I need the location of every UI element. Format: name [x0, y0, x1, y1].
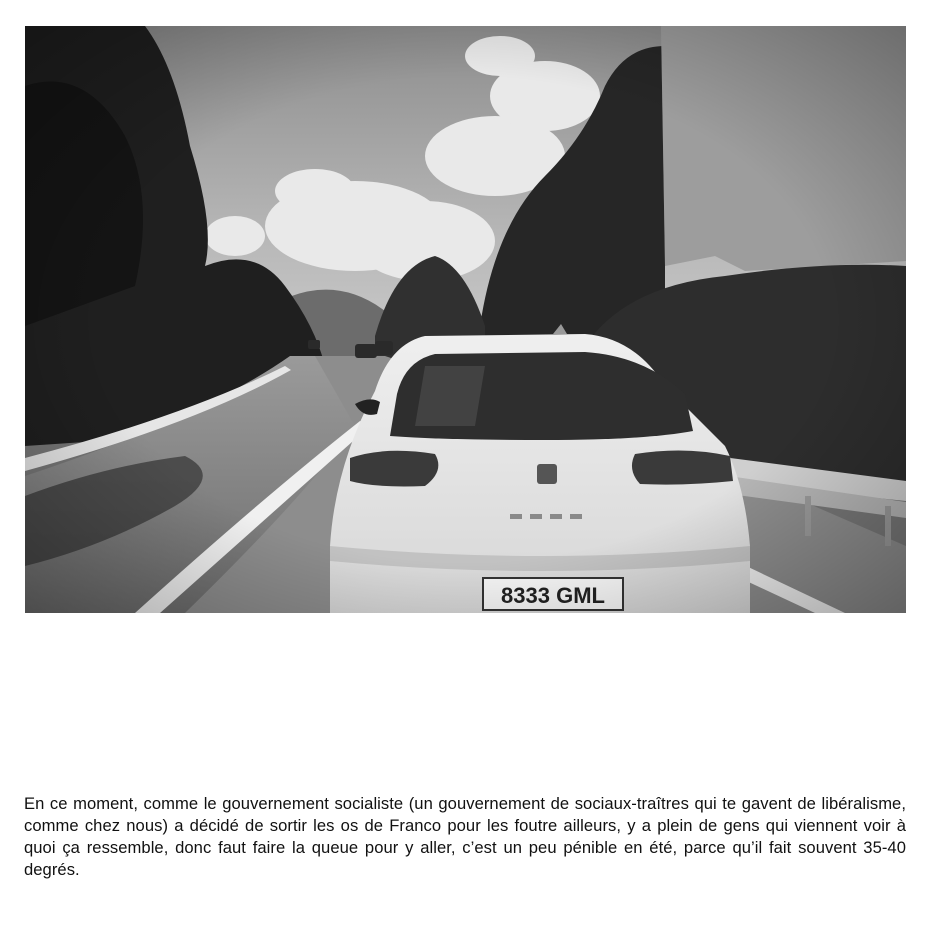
- road-photo-illustration: [25, 26, 906, 613]
- road-photo: [25, 26, 906, 613]
- caption-paragraph: En ce moment, comme le gouvernement socialiste (un gouvernement de sociaux-traîtres qui te gavent de libéralisme, comme chez nous) a décidé de sortir les os de Franco pour les foutre ailleurs, y a plein de gens qui viennent voir à quoi ça ressemble, donc faut faire la queue pour y aller, c’est un peu pénible en été, parce qu’il fait souvent 35-40 degrés.: [24, 793, 906, 879]
